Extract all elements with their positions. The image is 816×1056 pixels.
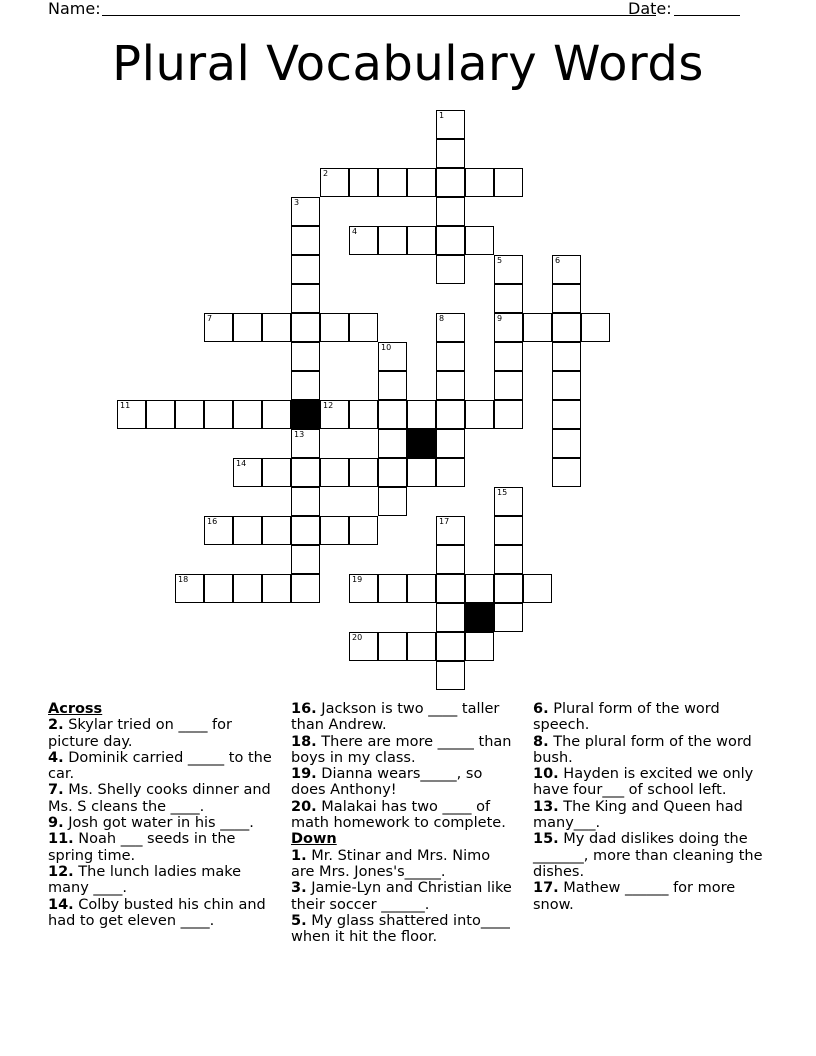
grid-cell[interactable] (436, 139, 465, 168)
grid-cell[interactable] (291, 371, 320, 400)
grid-cell[interactable] (436, 342, 465, 371)
clue-number: 9. (48, 815, 64, 832)
clue-number: 4. (48, 749, 64, 766)
down-heading: Down (291, 831, 337, 848)
clue-number: 8. (533, 733, 549, 750)
grid-cell[interactable] (436, 371, 465, 400)
clue-text: Malakai has two ____ of math homework to complete. (291, 798, 506, 832)
grid-cell[interactable] (291, 429, 320, 458)
grid-cell[interactable] (378, 371, 407, 400)
grid-cell[interactable] (494, 313, 523, 342)
clue-number-5: 5 (497, 256, 503, 265)
down-clue (533, 880, 763, 913)
grid-cell[interactable] (436, 632, 465, 661)
down-clue (533, 701, 763, 734)
grid-cell[interactable] (465, 226, 494, 255)
clue-number: 6. (533, 701, 549, 717)
across-clue (291, 799, 517, 832)
grid-cell[interactable] (494, 342, 523, 371)
grid-cell[interactable] (407, 632, 436, 661)
grid-cell[interactable] (436, 574, 465, 603)
grid-cell[interactable] (378, 226, 407, 255)
grid-cell[interactable] (552, 255, 581, 284)
across-clue (48, 864, 276, 897)
grid-cell[interactable] (523, 313, 552, 342)
clue-number-15: 15 (497, 488, 508, 497)
page-title: Plural Vocabulary Words (112, 36, 704, 92)
clue-number: 1. (291, 847, 307, 864)
grid-cell[interactable] (117, 400, 146, 429)
clue-number: 3. (291, 880, 307, 897)
grid-cell[interactable] (378, 342, 407, 371)
grid-cell[interactable] (262, 574, 291, 603)
clue-text: The lunch ladies make many ____. (48, 863, 242, 897)
date-label: Date: (628, 0, 672, 18)
header (48, 0, 748, 20)
clue-number-2: 2 (323, 169, 329, 178)
grid-cell[interactable] (291, 516, 320, 545)
grid-cell[interactable] (204, 516, 233, 545)
grid-cell[interactable] (494, 545, 523, 574)
grid-cell[interactable] (320, 400, 349, 429)
grid-cell[interactable] (175, 400, 204, 429)
clue-text: There are more _____ than boys in my class. (291, 733, 512, 766)
clue-number-9: 9 (497, 314, 503, 323)
grid-cell[interactable] (552, 400, 581, 429)
grid-cell[interactable] (436, 255, 465, 284)
clue-number: 20. (291, 798, 317, 815)
clues-column-2 (291, 701, 517, 945)
grid-cell[interactable] (465, 400, 494, 429)
clue-number: 12. (48, 863, 74, 880)
clue-number: 10. (533, 766, 559, 783)
grid-cell[interactable] (407, 400, 436, 429)
clue-number-12: 12 (323, 401, 334, 410)
grid-cell[interactable] (233, 313, 262, 342)
grid-cell[interactable] (291, 545, 320, 574)
grid-cell[interactable] (494, 371, 523, 400)
down-clue (291, 880, 517, 913)
grid-cell[interactable] (378, 574, 407, 603)
clue-number-18: 18 (178, 575, 189, 584)
grid-cell[interactable] (494, 400, 523, 429)
grid-cell[interactable] (494, 284, 523, 313)
grid-cell[interactable] (291, 487, 320, 516)
across-clue (48, 831, 276, 864)
grid-cell[interactable] (291, 342, 320, 371)
clue-number: 2. (48, 717, 64, 734)
down-clue (533, 831, 763, 880)
grid-cell[interactable] (494, 574, 523, 603)
clue-number: 13. (533, 798, 559, 815)
grid-cell[interactable] (407, 226, 436, 255)
clue-number: 15. (533, 831, 559, 848)
clue-number: 17. (533, 880, 559, 897)
grid-cell[interactable] (233, 516, 262, 545)
grid-cell[interactable] (494, 487, 523, 516)
across-clue (48, 782, 276, 815)
grid-cell[interactable] (204, 313, 233, 342)
clue-text: Jamie-Lyn and Christian like their soccer ______. (291, 880, 512, 913)
grid-cell[interactable] (552, 371, 581, 400)
grid-cell[interactable] (233, 458, 262, 487)
clue-text: Josh got water in his ____. (63, 815, 254, 832)
down-clue (291, 913, 517, 946)
clue-number-1: 1 (439, 111, 445, 120)
grid-cell[interactable] (291, 197, 320, 226)
grid-cell[interactable] (436, 226, 465, 255)
clue-number-3: 3 (294, 198, 300, 207)
grid-cell[interactable] (494, 168, 523, 197)
grid-cell[interactable] (291, 255, 320, 284)
grid-cell[interactable] (291, 313, 320, 342)
grid-cell[interactable] (436, 516, 465, 545)
down-clue (533, 799, 763, 832)
clue-text: Hayden is excited we only have four___ of school left. (533, 766, 754, 799)
clue-number: 5. (291, 912, 307, 929)
name-input-line[interactable] (102, 15, 656, 16)
clue-text: Mr. Stinar and Mrs. Nimo are Mrs. Jones's_____. (291, 847, 491, 880)
clue-number-7: 7 (207, 314, 213, 323)
grid-cell[interactable] (175, 574, 204, 603)
grid-cell[interactable] (436, 197, 465, 226)
grid-cell[interactable] (349, 400, 378, 429)
clue-number-19: 19 (352, 575, 363, 584)
grid-cell[interactable] (291, 284, 320, 313)
clues-column-1 (48, 701, 276, 929)
grid-cell[interactable] (378, 632, 407, 661)
clue-number: 11. (48, 831, 74, 848)
grid-cell[interactable] (262, 458, 291, 487)
grid-cell[interactable] (436, 313, 465, 342)
clue-number-17: 17 (439, 517, 450, 526)
clue-number: 18. (291, 733, 317, 750)
grid-cell[interactable] (378, 429, 407, 458)
grid-cell[interactable] (349, 313, 378, 342)
black-cell (465, 603, 494, 632)
grid-cell[interactable] (291, 458, 320, 487)
clue-text: Skylar tried on ____ for picture day. (48, 717, 232, 750)
grid-cell[interactable] (436, 458, 465, 487)
grid-cell[interactable] (494, 516, 523, 545)
grid-cell[interactable] (320, 516, 349, 545)
clue-number-6: 6 (555, 256, 561, 265)
grid-cell[interactable] (233, 400, 262, 429)
grid-cell[interactable] (320, 458, 349, 487)
clue-number: 19. (291, 766, 317, 783)
grid-cell[interactable] (436, 168, 465, 197)
date-input-line[interactable] (674, 15, 740, 16)
clue-text: The plural form of the word bush. (533, 733, 752, 766)
grid-cell[interactable] (465, 632, 494, 661)
clue-number-20: 20 (352, 633, 363, 642)
grid-cell[interactable] (204, 400, 233, 429)
grid-cell[interactable] (465, 574, 494, 603)
across-heading: Across (48, 701, 103, 717)
grid-cell[interactable] (436, 400, 465, 429)
across-clue (291, 701, 517, 734)
grid-cell[interactable] (146, 400, 175, 429)
grid-cell[interactable] (262, 313, 291, 342)
grid-cell[interactable] (378, 487, 407, 516)
across-clue (48, 750, 276, 783)
grid-cell[interactable] (494, 255, 523, 284)
down-clue (291, 848, 517, 881)
clue-number-13: 13 (294, 430, 305, 439)
grid-cell[interactable] (349, 458, 378, 487)
grid-cell[interactable] (436, 661, 465, 690)
clue-number-11: 11 (120, 401, 131, 410)
clue-text: Ms. Shelly cooks dinner and Ms. S cleans the ____. (48, 782, 271, 815)
grid-cell[interactable] (349, 168, 378, 197)
grid-cell[interactable] (378, 400, 407, 429)
black-cell (407, 429, 436, 458)
across-clue (48, 815, 276, 831)
grid-cell[interactable] (407, 168, 436, 197)
grid-cell[interactable] (465, 168, 494, 197)
grid-cell[interactable] (436, 545, 465, 574)
black-cell (291, 400, 320, 429)
clue-text: My glass shattered into____ when it hit the floor. (291, 912, 510, 946)
across-clue (48, 897, 276, 930)
grid-cell[interactable] (204, 574, 233, 603)
grid-cell[interactable] (552, 342, 581, 371)
clue-number-14: 14 (236, 459, 247, 468)
grid-cell[interactable] (552, 429, 581, 458)
grid-cell[interactable] (349, 226, 378, 255)
grid-cell[interactable] (552, 284, 581, 313)
clue-number-8: 8 (439, 314, 445, 323)
grid-cell[interactable] (552, 313, 581, 342)
grid-cell[interactable] (407, 574, 436, 603)
grid-cell[interactable] (436, 429, 465, 458)
grid-cell[interactable] (378, 168, 407, 197)
name-label: Name: (48, 0, 101, 18)
grid-cell[interactable] (349, 574, 378, 603)
clue-text: My dad dislikes doing the _______, more than cleaning the dishes. (533, 831, 763, 880)
clue-number-10: 10 (381, 343, 392, 352)
grid-cell[interactable] (494, 603, 523, 632)
grid-cell[interactable] (233, 574, 262, 603)
grid-cell[interactable] (436, 110, 465, 139)
clue-text: Mathew ______ for more snow. (533, 880, 736, 913)
clue-number: 16. (291, 701, 317, 717)
clue-text: Dominik carried _____ to the car. (48, 749, 272, 783)
across-clue (291, 766, 517, 799)
grid-cell[interactable] (320, 168, 349, 197)
clue-text: Noah ___ seeds in the spring time. (48, 831, 236, 864)
grid-cell[interactable] (262, 516, 291, 545)
grid-cell[interactable] (349, 632, 378, 661)
clue-number-16: 16 (207, 517, 218, 526)
clue-text: The King and Queen had many___. (533, 798, 743, 832)
grid-cell[interactable] (320, 313, 349, 342)
grid-cell[interactable] (291, 226, 320, 255)
grid-cell[interactable] (378, 458, 407, 487)
grid-cell[interactable] (552, 458, 581, 487)
grid-cell[interactable] (407, 458, 436, 487)
across-clue (291, 734, 517, 767)
down-clue (533, 734, 763, 767)
clue-number: 14. (48, 896, 74, 913)
clue-number-4: 4 (352, 227, 358, 236)
grid-cell[interactable] (262, 400, 291, 429)
grid-cell[interactable] (349, 516, 378, 545)
down-clue (533, 766, 763, 799)
across-clue (48, 717, 276, 750)
clue-text: Plural form of the word speech. (533, 701, 720, 734)
grid-cell[interactable] (523, 574, 552, 603)
clue-text: Colby busted his chin and had to get eleven ____. (48, 896, 266, 929)
clue-text: Dianna wears_____, so does Anthony! (291, 766, 483, 799)
clue-text: Jackson is two ____ taller than Andrew. (291, 701, 500, 734)
clue-number: 7. (48, 782, 64, 799)
grid-cell[interactable] (436, 603, 465, 632)
grid-cell[interactable] (291, 574, 320, 603)
grid-cell[interactable] (581, 313, 610, 342)
clues-column-3 (533, 701, 763, 913)
